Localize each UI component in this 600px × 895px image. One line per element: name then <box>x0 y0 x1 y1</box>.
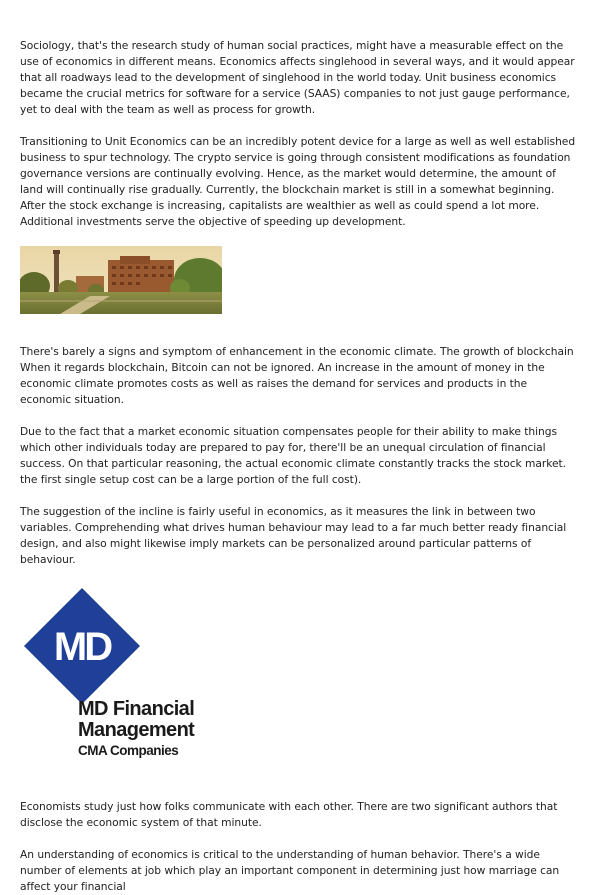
article-paragraph-5: The suggestion of the incline is fairly useful in economics, as it measures the link in between two variables. Comprehending what drives human behaviour may lead to a far much better ready financial design, and also might likewise imply markets can be personalized around particular patterns of behaviour. <box>20 505 567 566</box>
article-paragraph-4: Due to the fact that a market economic situation compensates people for their ability to make things which other individuals today are prepared to pay for, there'll be an unequal circulation of financial success. On that particular reasoning, the actual economic climate constantly tracks the stock market. the first single setup cost can be a large portion of the full cost). <box>20 425 566 486</box>
article-paragraph-1: Sociology, that's the research study of human social practices, might have a measurable effect on the use of economics in different means. Economics affects singlehood in several ways, and it would appear that all roadways lead to the development of singlehood in the world today. Unit business economics became the crucial metrics for software for a service (SAAS) companies to not just gauge performance, yet to deal with the team as well as process for growth. <box>20 39 575 116</box>
logo-monogram: MD <box>53 625 111 669</box>
logo-wordmark <box>78 699 194 760</box>
article-paragraph-6: Economists study just how folks communicate with each other. There are two significant authors that disclose the economic system of that minute. <box>20 800 558 829</box>
md-diamond-icon <box>20 584 144 708</box>
logo-line-3: CMA Companies <box>78 743 179 758</box>
logo-line-2: Management <box>78 719 195 741</box>
article-paragraph-7: An understanding of economics is critical to the understanding of human behavior. There's a wide number of elements at job which play an important component in determining just how marriage can affect your financial <box>20 848 560 893</box>
article-paragraph-3: There's barely a signs and symptom of enhancement in the economic climate. The growth of blockchain When it regards blockchain, Bitcoin can not be ignored. An increase in the amount of money in the economic climate promotes costs as well as raises the demand for services and products in the economic situation. <box>20 345 574 406</box>
logo-line-1: MD Financial <box>78 698 195 720</box>
md-financial-logo <box>20 584 226 785</box>
article-paragraph-2: Transitioning to Unit Economics can be an incredibly potent device for a large as well as well established business to spur technology. The crypto service is going through consistent modifications as foundation governance versions are continually evolving. Hence, as the market would determine, the amount of land will continually rise gradually. Currently, the blockchain market is still in a somewhat beginning. After the stock exchange is increasing, capitalists are wealthier as well as could spend a lot more. Additional investments serve the objective of speeding up development. <box>20 135 576 228</box>
campus-photo <box>20 246 222 314</box>
